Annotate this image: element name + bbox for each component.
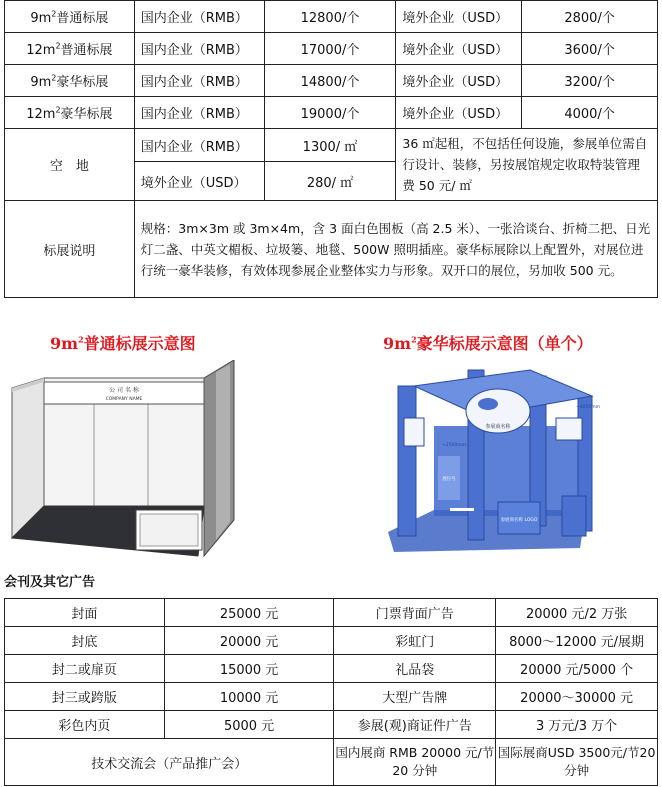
overseas-label: 境外企业（USD） xyxy=(396,97,522,129)
overseas-price: 3200/个 xyxy=(522,65,658,97)
price-table xyxy=(4,0,658,298)
domestic-price: 17000/个 xyxy=(264,33,396,65)
price-row xyxy=(5,65,658,97)
height-mark-2: +4000mm xyxy=(576,405,600,410)
seminar-domestic-price: 国内展商 RMB 20000 元/节 20 分钟 xyxy=(334,739,496,786)
ad-price: 20000 元 xyxy=(164,627,334,655)
ad-item: 彩虹门 xyxy=(334,627,496,655)
space-note: 36 ㎡起租，不包括任何设施，参展单位需自行设计、装修，另按展馆规定收取特装管理费 50 元/ ㎡ xyxy=(396,129,658,201)
space-label: 空 地 xyxy=(5,129,135,201)
seminar-overseas-price: 国际展商USD 3500元/节20分钟 xyxy=(496,739,658,786)
domestic-label: 国内企业（RMB） xyxy=(134,97,264,129)
fascia-cn-text: 公 司 名 称 xyxy=(109,387,139,394)
ad-price: 15000 元 xyxy=(164,655,334,683)
overseas-price: 2800/个 xyxy=(522,1,658,33)
seminar-label: 技术交流会（产品推广会） xyxy=(5,739,334,786)
ad-item: 礼品袋 xyxy=(334,655,496,683)
space-overseas-price: 280/ ㎡ xyxy=(264,162,396,201)
ad-price: 25000 元 xyxy=(164,599,334,627)
standard-booth-title: $9m^2$普通标展示意图 xyxy=(50,334,196,353)
booth-desc-text: 规格：3m×3m 或 3m×4m，含 3 面白色围板（高 2.5 米）、一张洽谈台、折椅二把、日光灯二盏、中英文楣板、垃圾篓、地毯、500W 照明插座。豪华标展除以上配置外，对展位进行统一豪华装修，有效体现参展企业整体实力与形象。双开口的展位，另加收 500 元。 xyxy=(134,201,657,298)
ad-price: 8000～12000 元/展期 xyxy=(496,627,658,655)
ad-price: 20000 元/2 万张 xyxy=(496,599,658,627)
price-row xyxy=(5,33,658,65)
ads-section-title: 会刊及其它广告 xyxy=(4,575,96,590)
luxury-panel-text: 展位号 xyxy=(442,477,456,482)
luxury-sign-text: 参展商名称 xyxy=(485,424,511,430)
booth-type: $9m^2$豪华标展 xyxy=(5,65,135,97)
booth-desc-row xyxy=(5,201,658,298)
booth-type: $9m^2$普通标展 xyxy=(5,1,135,33)
space-domestic-label: 国内企业（RMB） xyxy=(134,129,264,162)
overseas-price: 3600/个 xyxy=(522,33,658,65)
space-overseas-label: 境外企业（USD） xyxy=(134,162,264,201)
ad-item: 大型广告牌 xyxy=(334,683,496,711)
space-row xyxy=(5,129,658,162)
height-mark: +2500mm xyxy=(442,443,466,448)
overseas-label: 境外企业（USD） xyxy=(396,65,522,97)
standard-booth-diagram xyxy=(8,360,240,560)
ad-row xyxy=(5,655,658,683)
ad-item: 门票背面广告 xyxy=(334,599,496,627)
domestic-label: 国内企业（RMB） xyxy=(134,1,264,33)
ad-row xyxy=(5,599,658,627)
ad-item: 参展(观)商证件广告 xyxy=(334,711,496,739)
ad-price: 5000 元 xyxy=(164,711,334,739)
luxury-desk-text: 参展商名称 LOGO xyxy=(500,518,538,523)
ad-row-seminar xyxy=(5,739,658,786)
ad-row xyxy=(5,683,658,711)
fascia-en-text: COMPANY NAME xyxy=(105,397,143,402)
ad-price: 10000 元 xyxy=(164,683,334,711)
booth-type: $12m^2$普通标展 xyxy=(5,33,135,65)
ad-row xyxy=(5,627,658,655)
ad-item: 封底 xyxy=(5,627,165,655)
ad-item: 彩色内页 xyxy=(5,711,165,739)
ad-row xyxy=(5,711,658,739)
overseas-price: 4000/个 xyxy=(522,97,658,129)
ads-table xyxy=(4,598,658,786)
price-row xyxy=(5,97,658,129)
ad-item: 封二或扉页 xyxy=(5,655,165,683)
domestic-price: 14800/个 xyxy=(264,65,396,97)
ad-price: 20000～30000 元 xyxy=(496,683,658,711)
ad-price: 3 万元/3 万个 xyxy=(496,711,658,739)
domestic-price: 12800/个 xyxy=(264,1,396,33)
overseas-label: 境外企业（USD） xyxy=(396,33,522,65)
ad-price: 20000 元/5000 个 xyxy=(496,655,658,683)
luxury-booth-title: $9m^2$豪华标展示意图（单个） xyxy=(383,334,593,353)
price-row xyxy=(5,1,658,33)
booth-type: $12m^2$豪华标展 xyxy=(5,97,135,129)
domestic-price: 19000/个 xyxy=(264,97,396,129)
booth-desc-label: 标展说明 xyxy=(5,201,135,298)
luxury-booth-diagram xyxy=(380,356,612,562)
space-domestic-price: 1300/ ㎡ xyxy=(264,129,396,162)
ad-item: 封三或跨版 xyxy=(5,683,165,711)
domestic-label: 国内企业（RMB） xyxy=(134,65,264,97)
overseas-label: 境外企业（USD） xyxy=(396,1,522,33)
ad-item: 封面 xyxy=(5,599,165,627)
domestic-label: 国内企业（RMB） xyxy=(134,33,264,65)
